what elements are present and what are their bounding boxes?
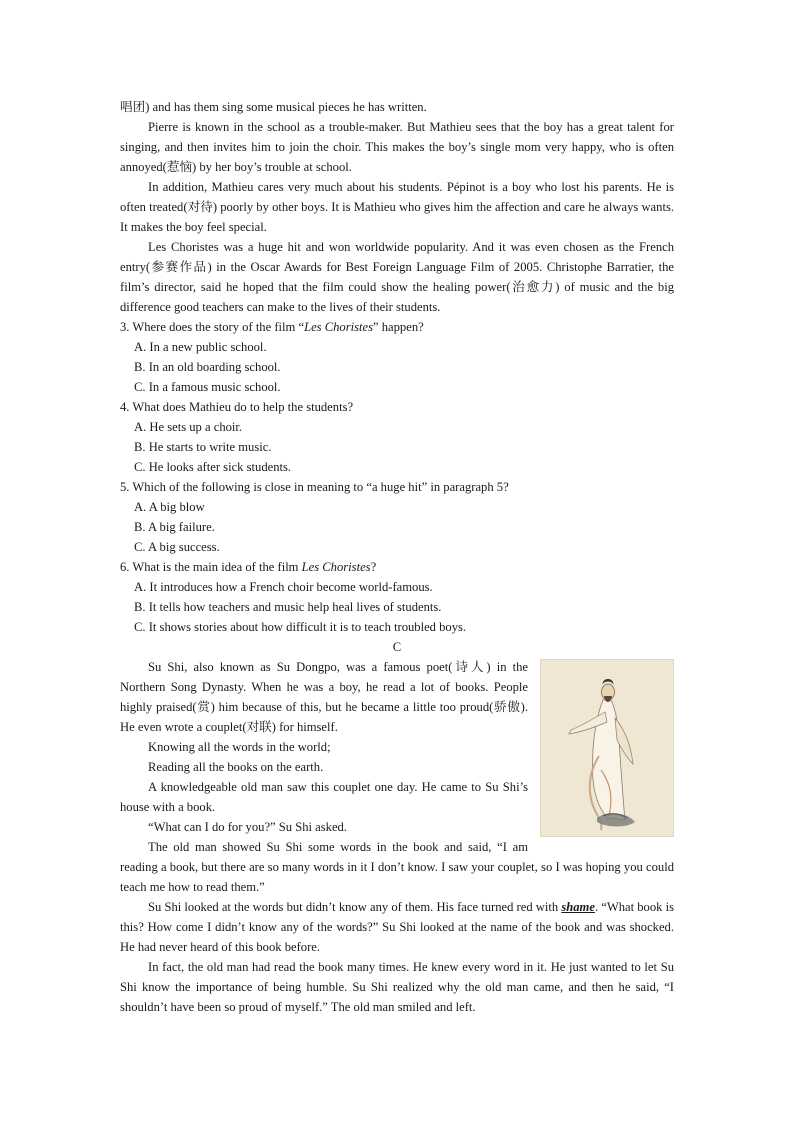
passage-c-label: C [392, 640, 402, 654]
question-6 [120, 557, 674, 637]
question-5 [120, 477, 674, 557]
passage-c-paragraph-4: A knowledgeable old man saw this couplet one day. He came to Su Shi’s house with a book. [120, 780, 528, 814]
passage-c-paragraph-6: The old man showed Su Shi some words in the book and said, “I am reading a book, but there are so many words in it I don’t know. I saw your couplet, so I was hoping you could teach me how to read them.” [120, 840, 674, 894]
passage-c-paragraph-8: In fact, the old man had read the book many times. He knew every word in it. He just wanted to let Su Shi know the importance of being humble. Su Shi realized why the old man came, and then he said, “I shouldn’t have been so proud of myself.” The old man smiled and left. [120, 960, 674, 1014]
question-6-option-c[interactable]: C. It shows stories about how difficult it is to teach troubled boys. [134, 620, 467, 634]
question-4-option-b[interactable]: B. He starts to write music. [134, 440, 272, 454]
question-6-option-b[interactable]: B. It tells how teachers and music help heal lives of students. [134, 600, 442, 614]
passage-b-paragraph-3: Les Choristes was a huge hit and won worldwide popularity. And it was even chosen as the French entry(参赛作品) in the Oscar Awards for Best Foreign Language Film of 2005. Christophe Barratier, the film’s director, said he hoped that the film could show the healing power(治愈力) of music and the big difference good teachers can make to the lives of their students. [120, 240, 674, 314]
scholar-figure-icon [541, 660, 673, 836]
question-5-option-c[interactable]: C. A big success. [134, 540, 220, 554]
question-4 [120, 397, 674, 477]
question-4-option-c[interactable]: C. He looks after sick students. [134, 460, 292, 474]
document-page [120, 97, 674, 1017]
passage-b-paragraph-1: Pierre is known in the school as a trouble-maker. But Mathieu sees that the boy has a great talent for singing, and then invites him to join the choir. This makes the boy’s single mom very happy, who is often annoyed(惹恼) by her boy’s trouble at school. [120, 120, 674, 174]
passage-c-paragraph-7 [120, 897, 674, 957]
passage-c-couplet-line-1: Knowing all the words in the world; [148, 740, 331, 754]
highlighted-word-shame: shame [561, 900, 595, 914]
question-3-option-c[interactable]: C. In a famous music school. [134, 380, 281, 394]
question-6-stem [120, 557, 674, 577]
su-shi-illustration [540, 659, 674, 837]
question-5-option-a[interactable]: A. A big blow [134, 500, 205, 514]
question-3 [120, 317, 674, 397]
passage-c-paragraph-1: Su Shi, also known as Su Dongpo, was a famous poet(诗人) in the Northern Song Dynasty. When he was a boy, he read a lot of books. People highly praised(赏) him because of this, but he became a little too proud(骄傲). He even wrote a couplet(对联) for himself. [120, 660, 528, 734]
question-list [120, 317, 674, 637]
question-6-stem-text: 6. What is the main idea of the film [120, 560, 302, 574]
question-3-stem-end: ” happen? [373, 320, 424, 334]
question-5-stem: 5. Which of the following is close in meaning to “a huge hit” in paragraph 5? [120, 480, 509, 494]
question-3-option-b[interactable]: B. In an old boarding school. [134, 360, 281, 374]
question-3-film-title: Les Choristes [304, 320, 374, 334]
question-6-film-title: Les Choristes [301, 560, 371, 574]
passage-b-paragraph-0: 唱团) and has them sing some musical pieces he has written. [120, 100, 427, 114]
question-3-stem-text: 3. Where does the story of the film “ [120, 320, 305, 334]
question-3-stem [120, 317, 674, 337]
passage-c-paragraph-5: “What can I do for you?” Su Shi asked. [148, 820, 347, 834]
passage-c-paragraph-7-start: Su Shi looked at the words but didn’t know any of them. His face turned red with [148, 900, 562, 914]
question-3-option-a[interactable]: A. In a new public school. [134, 340, 267, 354]
passage-c-paragraph-7-end: . “What book is this? How come I didn’t know any of the words?” Su Shi looked at the name of the book and was shocked. He had never heard of this book before. [120, 900, 675, 954]
question-4-stem: 4. What does Mathieu do to help the students? [120, 400, 354, 414]
passage-b-paragraph-2: In addition, Mathieu cares very much about his students. Pépinot is a boy who lost his parents. He is often treated(对待) poorly by other boys. It is Mathieu who gives him the affection and care he always wants. It makes the boy feel special. [120, 180, 674, 234]
question-5-option-b[interactable]: B. A big failure. [134, 520, 215, 534]
question-6-option-a[interactable]: A. It introduces how a French choir become world-famous. [134, 580, 433, 594]
question-4-option-a[interactable]: A. He sets up a choir. [134, 420, 243, 434]
question-6-stem-end: ? [370, 560, 377, 574]
passage-c-couplet-line-2: Reading all the books on the earth. [148, 760, 324, 774]
